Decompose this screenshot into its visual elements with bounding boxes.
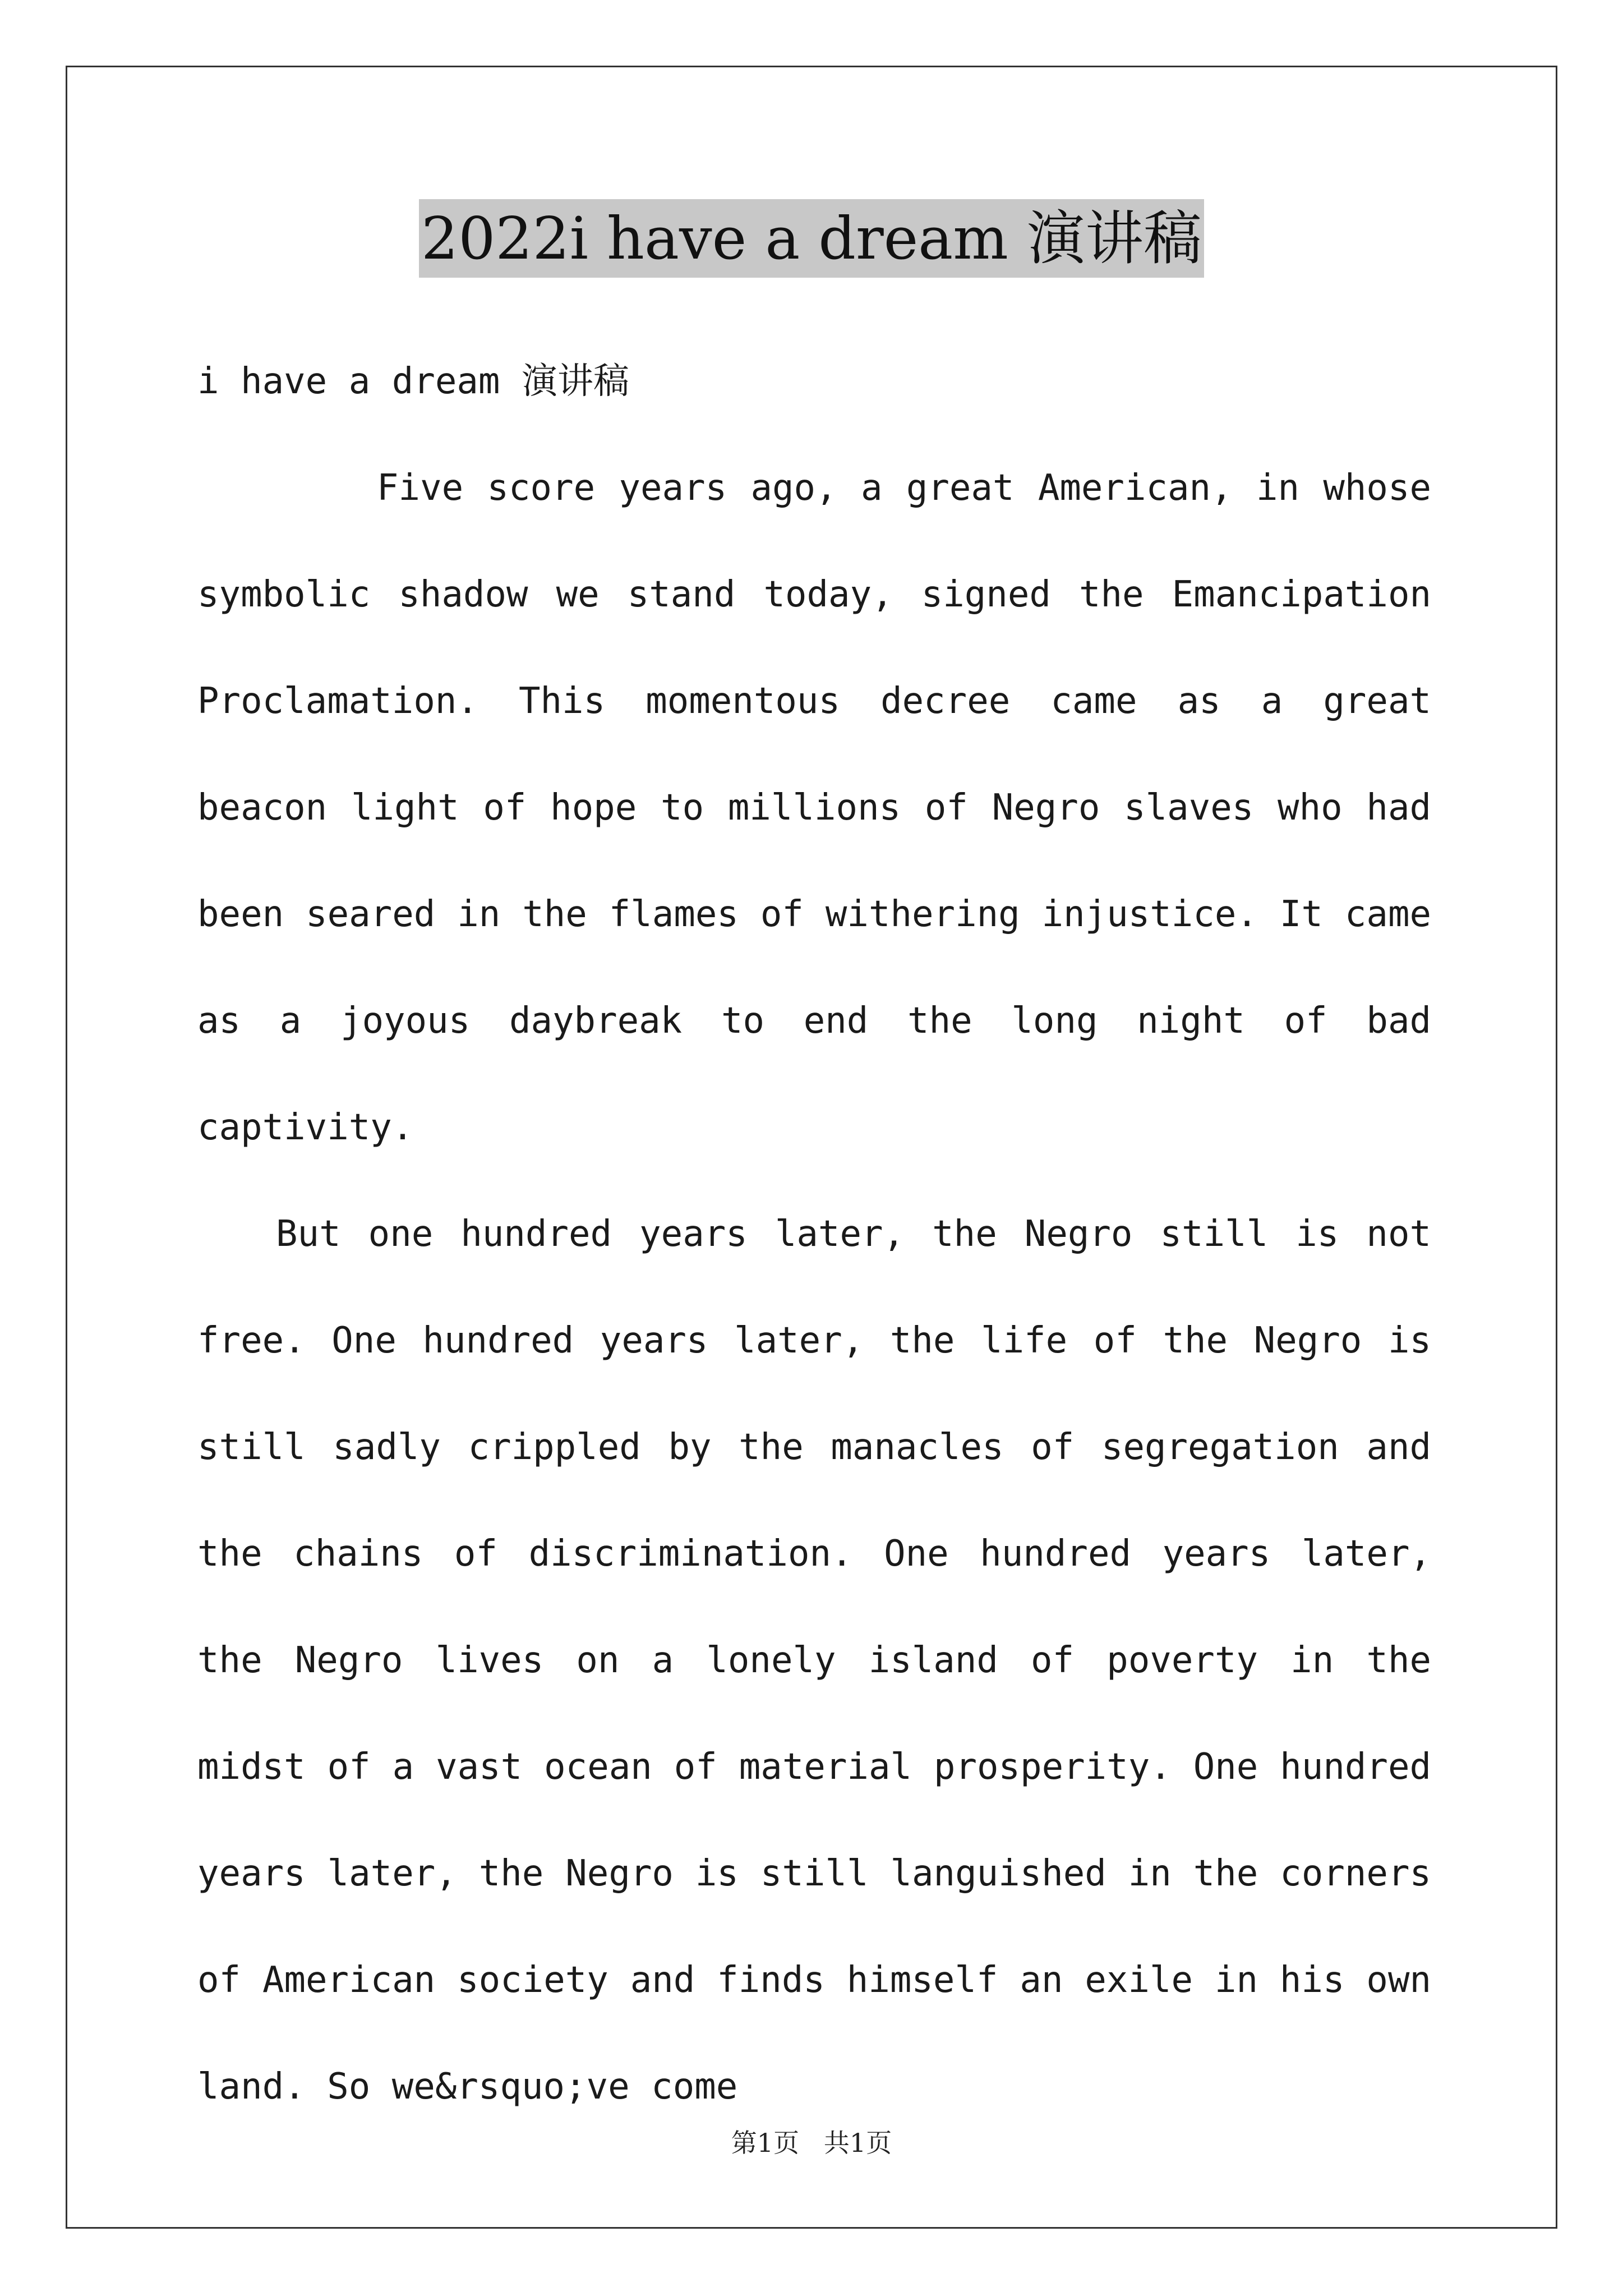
paragraph-1: Five score years ago, a great American, in whose symbolic shadow we stand today, signed the Emancipation Proclamation. This momentous decree came as a great beacon light of hope to millions of Negro slaves who had been seared in the flames of withering injustice. It came as a joyous daybreak to end the long night of bad captivity.	[197, 467, 1431, 1148]
page-number-footer: 第1页 共1页	[731, 2128, 892, 2158]
paragraph-2: But one hundred years later, the Negro still is not free. One hundred years later, the life of the Negro is still sadly crippled by the manacles of segregation and the chains of discrimination. One hundred years later, the Negro lives on a lonely island of poverty in the midst of a vast ocean of material prosperity. One hundred years later, the Negro is still languished in the corners of American society and finds himself an exile in his own land. So we&rsquo;ve come	[197, 1213, 1431, 2108]
title-container	[0, 199, 1623, 278]
document-subtitle: i have a dream 演讲稿	[197, 361, 629, 402]
document-title: 2022i have a dream 演讲稿	[419, 199, 1204, 278]
